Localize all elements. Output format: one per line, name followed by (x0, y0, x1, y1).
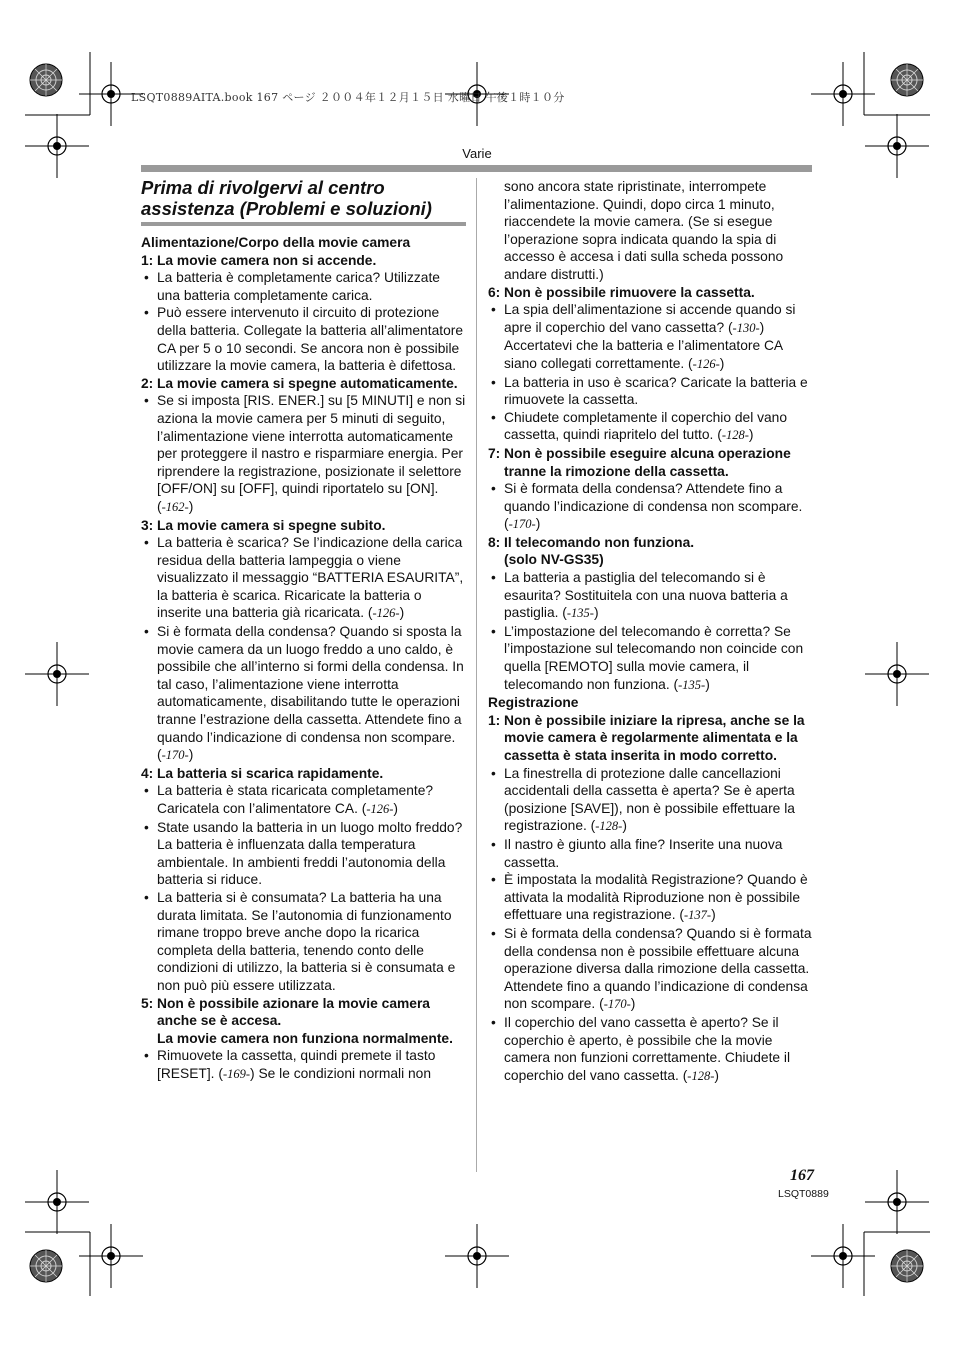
problem-number: 4: (141, 765, 154, 781)
bullet-text: La batteria è stata ricaricata completamente? Caricatela con l’alimentatore CA. ( (157, 783, 434, 816)
category-heading: Registrazione (488, 695, 579, 711)
bullet-text: La batteria a pastiglia del telecomando si è esaurita? Sostituitela con una nuova batteria a pastiglia. ( (504, 570, 788, 621)
bullet-item (488, 569, 813, 623)
bullet-text: State usando la batteria in un luogo molto freddo? La batteria è influenzata dalla temperatura ambientale. In ambienti freddi l’autonomia della batteria si riduce. (157, 819, 463, 888)
bullet-item (488, 765, 813, 836)
problem-text: La movie camera si spegne automaticamente. (157, 375, 458, 391)
bullet-item (488, 1014, 813, 1085)
problem-heading (141, 252, 466, 270)
bullet-item (488, 836, 813, 871)
problem-text: La movie camera si spegne subito. (157, 517, 386, 533)
bullet-item (488, 871, 813, 925)
problem-heading (488, 712, 813, 765)
bullet-item (141, 304, 466, 374)
bullet-item (141, 392, 466, 516)
bullet-item (488, 374, 813, 409)
left-column (141, 178, 466, 1084)
bullet-item (141, 1047, 466, 1083)
bullet-text-after: ) (705, 676, 710, 692)
bullet-text-after: ) (719, 355, 725, 371)
print-stamp: LSQT0889AITA.book 167 ページ ２００４年１２月１５日 水曜日 午後１時１０分 (131, 91, 565, 104)
page-reference: -126- (366, 802, 394, 816)
problem-text: La batteria si scarica rapidamente. (157, 765, 384, 781)
problem-text: La movie camera non si accende. (157, 252, 377, 268)
bullet-text: La finestrella di protezione dalle cancellazioni accidentali della cassetta è aperta? Se è aperta (posizione [SAVE]), non è possibile effettuare la registrazione. ( (504, 765, 795, 834)
bullet-text: Si è formata della condensa? Attendete fino a quando l’indicazione di condensa non scompare. ( (504, 481, 803, 532)
bullet-item (488, 623, 813, 694)
title-rule (141, 222, 466, 226)
problem-text: Non è possibile azionare la movie camera anche se è accesa. (157, 995, 430, 1029)
bullet-text: Il coperchio del vano cassetta è aperto? Se il coperchio è aperto, è possibile che la movie camera non funzioni correttamente. Chiudete il coperchio del vano cassetta. ( (504, 1014, 791, 1083)
bullet-text-after: ) (630, 996, 636, 1012)
problem-number: 5: (141, 995, 154, 1011)
problem-heading-continued: (solo NV-GS35) (504, 552, 604, 568)
bullet-text: Si è formata della condensa? Quando si sposta la movie camera da un luogo freddo a uno caldo, è possibile che all’interno si formi della condensa. In tal caso, l’alimentazione viene interrotta automaticamente, disabilitando tutte le operazioni tranne l’estrazione della cassetta. Attendete fino a quando l’indicazione di condensa non scompare. ( (157, 624, 464, 763)
problem-heading (488, 534, 813, 552)
bullet-text-after: ) (748, 427, 754, 443)
bullet-text-after: ) (622, 818, 627, 834)
problem-text: Non è possibile iniziare la ripresa, anche se la movie camera è regolarmente alimentata e la cassetta è stata inserita in modo corretto. (504, 712, 805, 763)
page-number: 167 (790, 1167, 814, 1184)
problem-number: 2: (141, 375, 154, 391)
page-reference: -170- (508, 517, 536, 532)
page-reference: -162- (161, 499, 189, 514)
problem-text: Non è possibile eseguire alcuna operazione tranne la rimozione della cassetta. (504, 445, 791, 479)
page-title: Prima di rivolgervi al centro assistenza (Problemi e soluzioni) (141, 177, 432, 219)
left-column-body (141, 234, 466, 1084)
bullet-text-after: ) (188, 747, 194, 763)
bullet-text: Chiudete completamente il coperchio del vano cassetta, quindi riapritelo del tutto. ( (504, 409, 788, 443)
bullet-item (141, 819, 466, 889)
problem-number: 1: (141, 252, 154, 268)
bullet-text: La batteria è scarica? Se l’indicazione della carica residua della batteria lampeggia o viene visualizzato il messaggio “BATTERIA ESAURITA”, la batteria è scarica. Ricaricate la batteria o inserite una batteria già ricaricata. ( (157, 535, 464, 621)
category-heading: Alimentazione/Corpo della movie camera (141, 235, 411, 250)
bullet-text-after: ) Se le condizioni normali non (250, 1065, 432, 1081)
bullet-item (141, 889, 466, 995)
bullet-text-after: ) (393, 801, 399, 816)
problem-text: Non è possibile rimuovere la cassetta. (504, 284, 755, 300)
bullet-text: Il nastro è giunto alla fine? Inserite una nuova cassetta. (504, 836, 783, 870)
page-reference: -128- (687, 1068, 715, 1083)
bullet-text: La batteria è completamente carica? Utilizzate una batteria completamente carica. (157, 270, 440, 303)
problem-heading-continued: La movie camera non funziona normalmente. (157, 1030, 453, 1046)
bullet-item (488, 925, 813, 1014)
page-reference: -170- (161, 748, 189, 763)
problem-number: 7: (488, 445, 501, 461)
problem-number: 8: (488, 534, 501, 550)
page-reference: -126- (372, 606, 400, 621)
bullet-text: Rimuovete la cassetta, quindi premete il tasto [RESET]. ( (157, 1048, 436, 1081)
paragraph: sono ancora state ripristinate, interrompete l’alimentazione. Quindi, dopo circa 1 minuto, riaccendete la movie camera. (Se si esegue l’operazione sopra indicata quando la spia di accesso è accesa i dati sulla scheda possono andare distrutti.) (504, 179, 784, 282)
bullet-text: Può essere intervenuto il circuito di protezione della batteria. Collegate la batteria all’alimentatore CA per 5 o 10 secondi. Se ancora non è possibile utilizzare la movie camera, la batteria è difettosa. (157, 305, 464, 374)
top-rule (141, 165, 812, 172)
problem-heading (488, 284, 813, 302)
bullet-item (488, 301, 813, 373)
page-reference: -128- (721, 428, 749, 443)
bullet-text: È impostata la modalità Registrazione? Quando è attivata la modalità Riproduzione non è possibile effettuare una registrazione. ( (504, 872, 808, 923)
bullet-text-after: ) (711, 907, 716, 923)
problem-text: Il telecomando non funziona. (504, 534, 695, 550)
bullet-text-after: ) (535, 516, 541, 532)
page-reference: -135- (678, 677, 706, 692)
bullet-text: L’impostazione del telecomando è corretta? Se l’impostazione sul telecomando non coincide con quella [REMOTO] sulla movie camera, il telecomando non funziona. ( (504, 623, 804, 692)
page-reference: -169- (222, 1066, 251, 1081)
problem-number: 6: (488, 284, 501, 300)
bullet-text-after: ) (714, 1067, 719, 1083)
problem-heading (141, 765, 466, 783)
right-column (488, 178, 813, 1085)
problem-heading (141, 375, 466, 393)
right-column-body (488, 178, 813, 1085)
bullet-text: La batteria si è consumata? La batteria ha una durata limitata. Se l’autonomia di funzionamento rimane troppo breve anche dopo la ricarica completa della batteria, tenendo conto delle condizioni di utilizzo, la batteria si è consumata e non può più essere utilizzata. (157, 889, 456, 993)
bullet-text-after: ) (399, 605, 405, 621)
bullet-text-after: ) (188, 498, 194, 514)
page-reference: -128- (595, 819, 623, 834)
page-reference: -170- (603, 997, 631, 1012)
bullet-text: La batteria in uso è scarica? Caricate la batteria e rimuovete la cassetta. (504, 374, 808, 408)
problem-number: 1: (488, 712, 501, 728)
bullet-item (141, 782, 466, 818)
problem-heading (141, 517, 466, 535)
bullet-item (141, 623, 466, 765)
bullet-text-after: ) Accertatevi che la batteria e l’alimentatore CA siano collegati correttamente. ( (504, 319, 783, 371)
bullet-text: Se si imposta [RIS. ENER.] su [5 MINUTI] e non si aziona la movie camera per 5 minuti di seguito, l’alimentazione viene interrotta automaticamente per proteggere il nastro e risparmiare energia. Per riprendere la registrazione, posizionate il selettore [OFF/ON] su [OFF], quindi riportatelo su [ON]. ( (157, 393, 466, 514)
problem-number: 3: (141, 517, 154, 533)
document-code: LSQT0889 (778, 1188, 829, 1200)
problem-heading (488, 445, 813, 480)
bullet-item (141, 534, 466, 623)
bullet-item (141, 269, 466, 304)
bullet-item (488, 409, 813, 445)
page-reference: -126- (692, 356, 720, 371)
bullet-text-after: ) (593, 605, 599, 621)
column-divider (476, 178, 477, 1172)
problem-heading (141, 995, 466, 1030)
bullet-text: Si è formata della condensa? Quando si è formata della condensa non è possibile effettuare alcuna operazione diversa dalla rimozione della cassetta. Attendete fino a quando l’indicazione di condensa non scompare. ( (504, 925, 812, 1012)
section-heading: Varie (462, 146, 492, 161)
page-reference: -135- (566, 606, 594, 621)
page-reference: -137- (683, 908, 712, 923)
bullet-item (488, 480, 813, 534)
page-reference: -130- (732, 320, 760, 335)
bullet-text: La spia dell’alimentazione si accende quando si apre il coperchio del vano cassetta? ( (504, 302, 796, 335)
